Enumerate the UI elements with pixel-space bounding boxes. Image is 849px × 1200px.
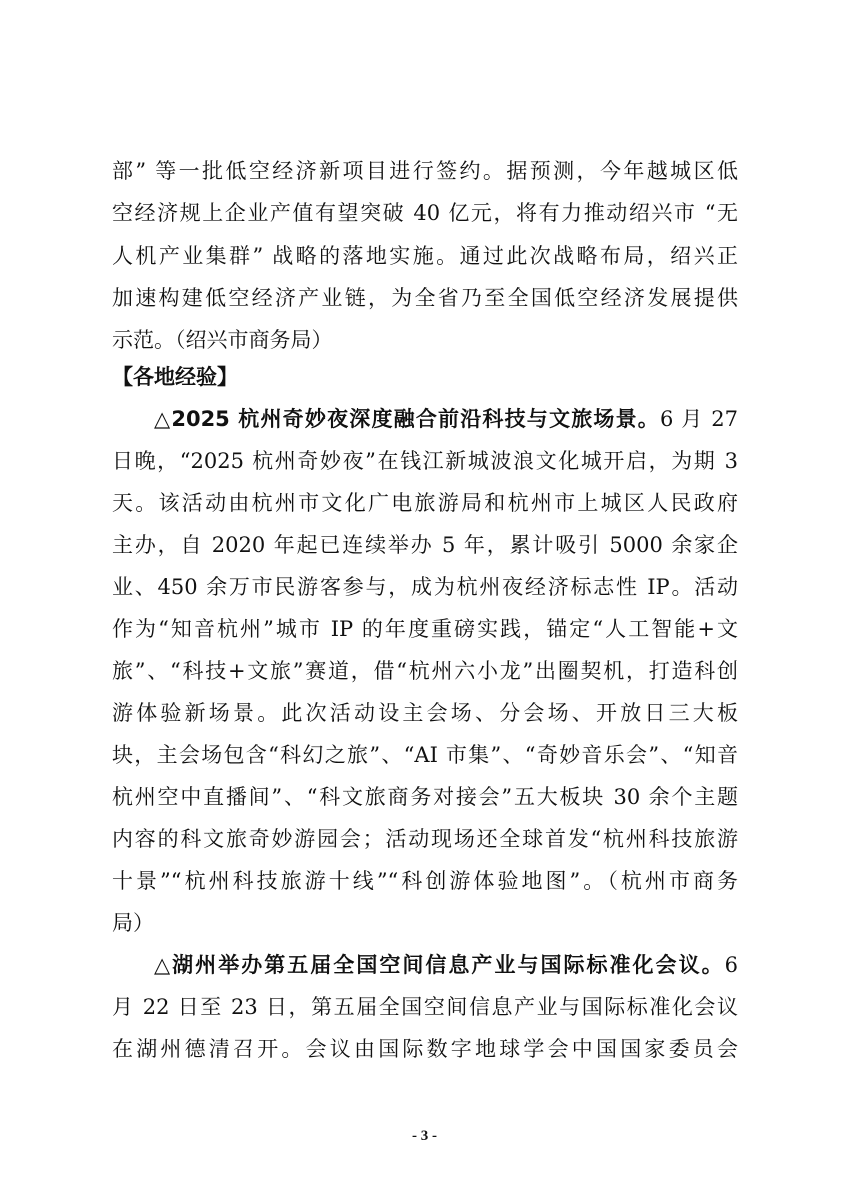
paragraph-line: 十景”“杭州科技旅游十线”“科创游体验地图”。（杭州市商务 <box>112 869 738 893</box>
paragraph-line: 杭州空中直播间”、“科文旅商务对接会”五大板块 30 余个主题 <box>112 785 738 809</box>
paragraph-line: 块，主会场包含“科幻之旅”、“AI 市集”、“奇妙音乐会”、“知音 <box>112 743 738 767</box>
paragraph-line: 旅”、“科技+文旅”赛道，借“杭州六小龙”出圈契机，打造科创 <box>112 659 738 683</box>
paragraph-line: 示范。（绍兴市商务局） <box>112 328 333 352</box>
paragraph-line: 主办，自 2020 年起已连续举办 5 年，累计吸引 5000 余家企 <box>112 533 738 557</box>
item-text: 6 <box>724 953 738 977</box>
paragraph-line: 月 22 日至 23 日，第五届全国空间信息产业与国际标准化会议 <box>112 995 738 1019</box>
paragraph-first-line <box>154 404 738 434</box>
paragraph-line: 天。该活动由杭州市文化广电旅游局和杭州市上城区人民政府 <box>112 491 738 515</box>
paragraph-line: 人机产业集群” 战略的落地实施。通过此次战略布局，绍兴正 <box>112 244 738 268</box>
paragraph-line: 内容的科文旅奇妙游园会；活动现场还全球首发“杭州科技旅游 <box>112 827 738 851</box>
paragraph-line: 空经济规上企业产值有望突破 40 亿元，将有力推动绍兴市 “无 <box>112 201 738 225</box>
paragraph-line: 部” 等一批低空经济新项目进行签约。据预测，今年越城区低 <box>112 159 738 183</box>
paragraph-line: 在湖州德清召开。会议由国际数字地球学会中国国家委员会 <box>112 1037 738 1061</box>
paragraph-line: 游体验新场景。此次活动设主会场、分会场、开放日三大板 <box>112 701 738 725</box>
paragraph-line: 作为“知音杭州”城市 IP 的年度重磅实践，锚定“人工智能+文 <box>112 617 738 641</box>
item-title: △湖州举办第五届全国空间信息产业与国际标准化会议。 <box>154 953 725 977</box>
paragraph-first-line <box>154 950 738 980</box>
paragraph-line: 局） <box>112 911 154 935</box>
page-number: - 3 - <box>412 1128 437 1144</box>
paragraph-line: 日晚，“2025 杭州奇妙夜”在钱江新城波浪文化城开启，为期 3 <box>112 449 738 473</box>
item-title: △2025 杭州奇妙夜深度融合前沿科技与文旅场景。 <box>154 407 660 431</box>
paragraph-line: 业、450 余万市民游客参与，成为杭州夜经济标志性 IP。活动 <box>112 575 738 599</box>
item-text: 6 月 27 <box>659 407 738 431</box>
paragraph-line: 加速构建低空经济产业链，为全省乃至全国低空经济发展提供 <box>112 286 738 310</box>
section-heading: 【各地经验】 <box>112 365 238 389</box>
